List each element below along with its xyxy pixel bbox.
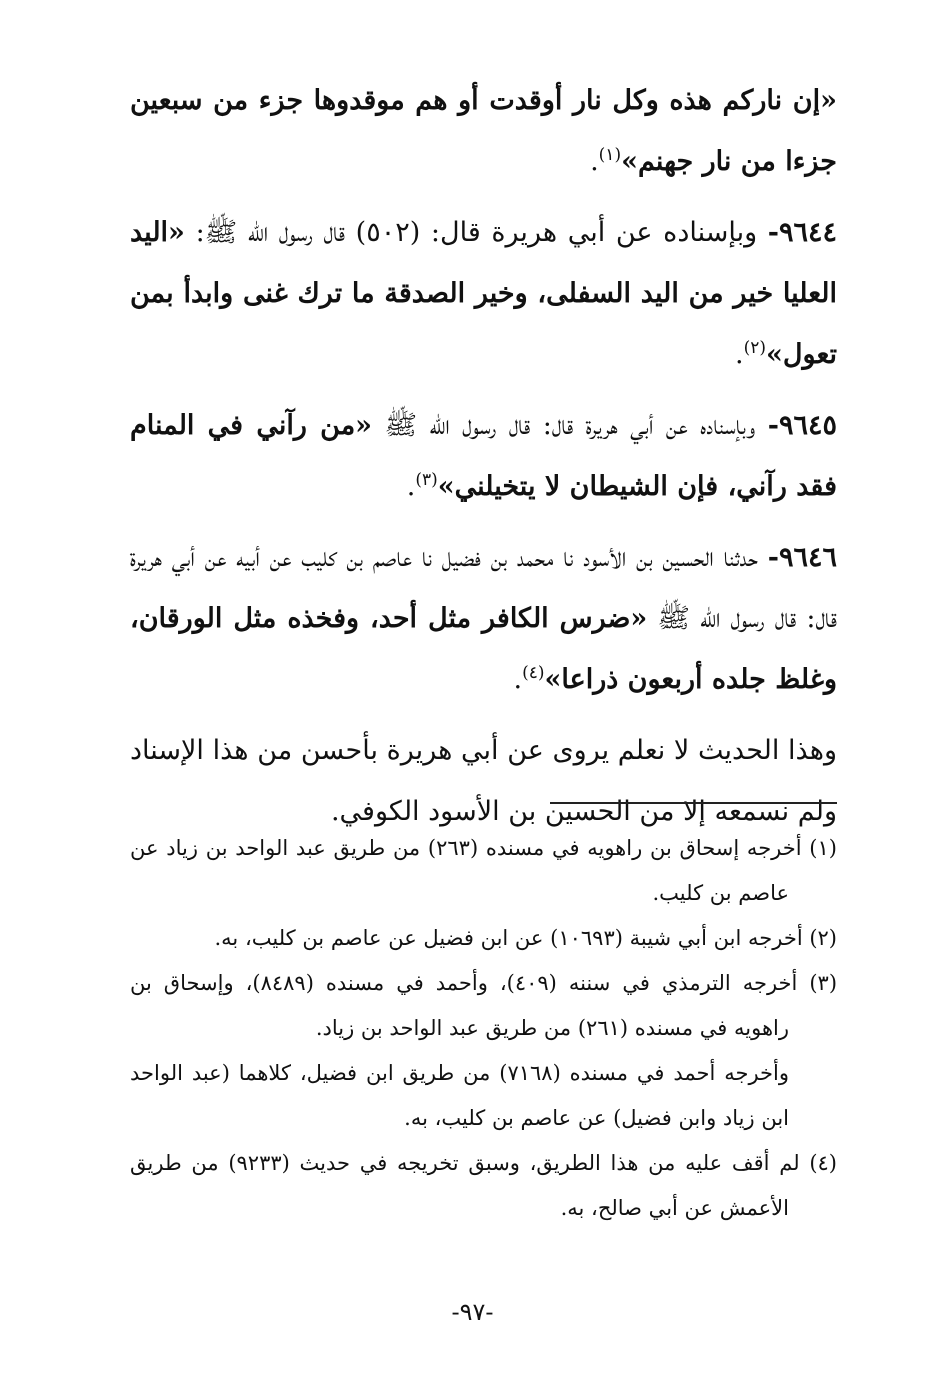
hadith-isnad: وبإسناده عن أبي هريرة قال: قال رسول الله ﷺ — [372, 410, 768, 441]
hadith-number: ٩٦٤٤- — [767, 217, 838, 248]
author-note: وهذا الحديث لا نعلم يروى عن أبي هريرة بأحسن من هذا الإسناد ولم نسمعه إلا من الحسين بن الأسود الكوفي. — [130, 735, 837, 827]
hadith-paragraph-9644 — [130, 202, 837, 385]
hadith-isnad: وبإسناده عن أبي هريرة قال: (٥٠٢) قال رسول الله ﷺ: — [184, 217, 768, 248]
page-number: -٩٧- — [451, 1298, 494, 1326]
sentence-end: . — [590, 146, 599, 177]
hadith-paragraph-1 — [130, 70, 837, 192]
hadith-quote: «اليد العليا خير من اليد السفلى، وخير الصدقة ما ترك غنى وابدأ بمن تعول» — [130, 217, 837, 370]
hadith-paragraph-9646 — [130, 527, 837, 710]
footnotes-section — [130, 826, 837, 1231]
hadith-isnad: حدثنا الحسين بن الأسود نا محمد بن فضيل نا عاصم بن كليب عن أبيه عن أبي هريرة قال: قال رسول الله ﷺ — [130, 542, 837, 634]
footnote-divider — [550, 802, 837, 804]
hadith-number: ٩٦٤٦- — [767, 542, 837, 573]
sentence-end: . — [406, 471, 416, 502]
sentence-end: . — [735, 339, 744, 370]
main-text — [130, 70, 837, 852]
hadith-quote: «ضرس الكافر مثل أحد، وفخذه مثل الورقان، وغلظ جلده أربعون ذراعا» — [130, 603, 837, 695]
hadith-number: ٩٦٤٥- — [767, 410, 838, 441]
footnote-4: (٤) لم أقف عليه من هذا الطريق، وسبق تخريجه في حديث (٩٢٣٣) من طريق الأعمش عن أبي صالح، به. — [130, 1151, 837, 1220]
hadith-quote: «من رآني في المنام فقد رآني، فإن الشيطان لا يتخيلني» — [130, 410, 837, 502]
footnote-ref[interactable]: (٣) — [415, 470, 438, 490]
footnote-ref[interactable]: (٤) — [522, 663, 545, 683]
hadith-paragraph-9645 — [130, 395, 837, 517]
footnote-3-continuation: وأخرجه أحمد في مسنده (٧١٦٨) من طريق ابن فضيل، كلاهما (عبد الواحد ابن زياد وابن فضيل) عن عاصم بن كليب، به. — [130, 1061, 789, 1130]
sentence-end: . — [513, 664, 523, 695]
footnote-2: (٢) أخرجه ابن أبي شيبة (١٠٦٩٣) عن ابن فضيل عن عاصم بن كليب، به. — [214, 926, 837, 950]
footnote-ref[interactable]: (٢) — [743, 338, 767, 358]
footnote-1: (١) أخرجه إسحاق بن راهويه في مسنده (٢٦٣) من طريق عبد الواحد بن زياد عن عاصم بن كليب. — [130, 836, 837, 905]
hadith-quote: «إن ناركم هذه وكل نار أوقدت أو هم موقدوها جزء من سبعين جزءا من نار جهنم» — [130, 85, 837, 177]
footnote-ref[interactable]: (١) — [598, 145, 622, 165]
footnote-3: (٣) أخرجه الترمذي في سننه (٤٠٩)، وأحمد في مسنده (٨٤٨٩)، وإسحاق بن راهويه في مسنده (٢٦١) من طريق عبد الواحد بن زياد. — [130, 971, 838, 1040]
